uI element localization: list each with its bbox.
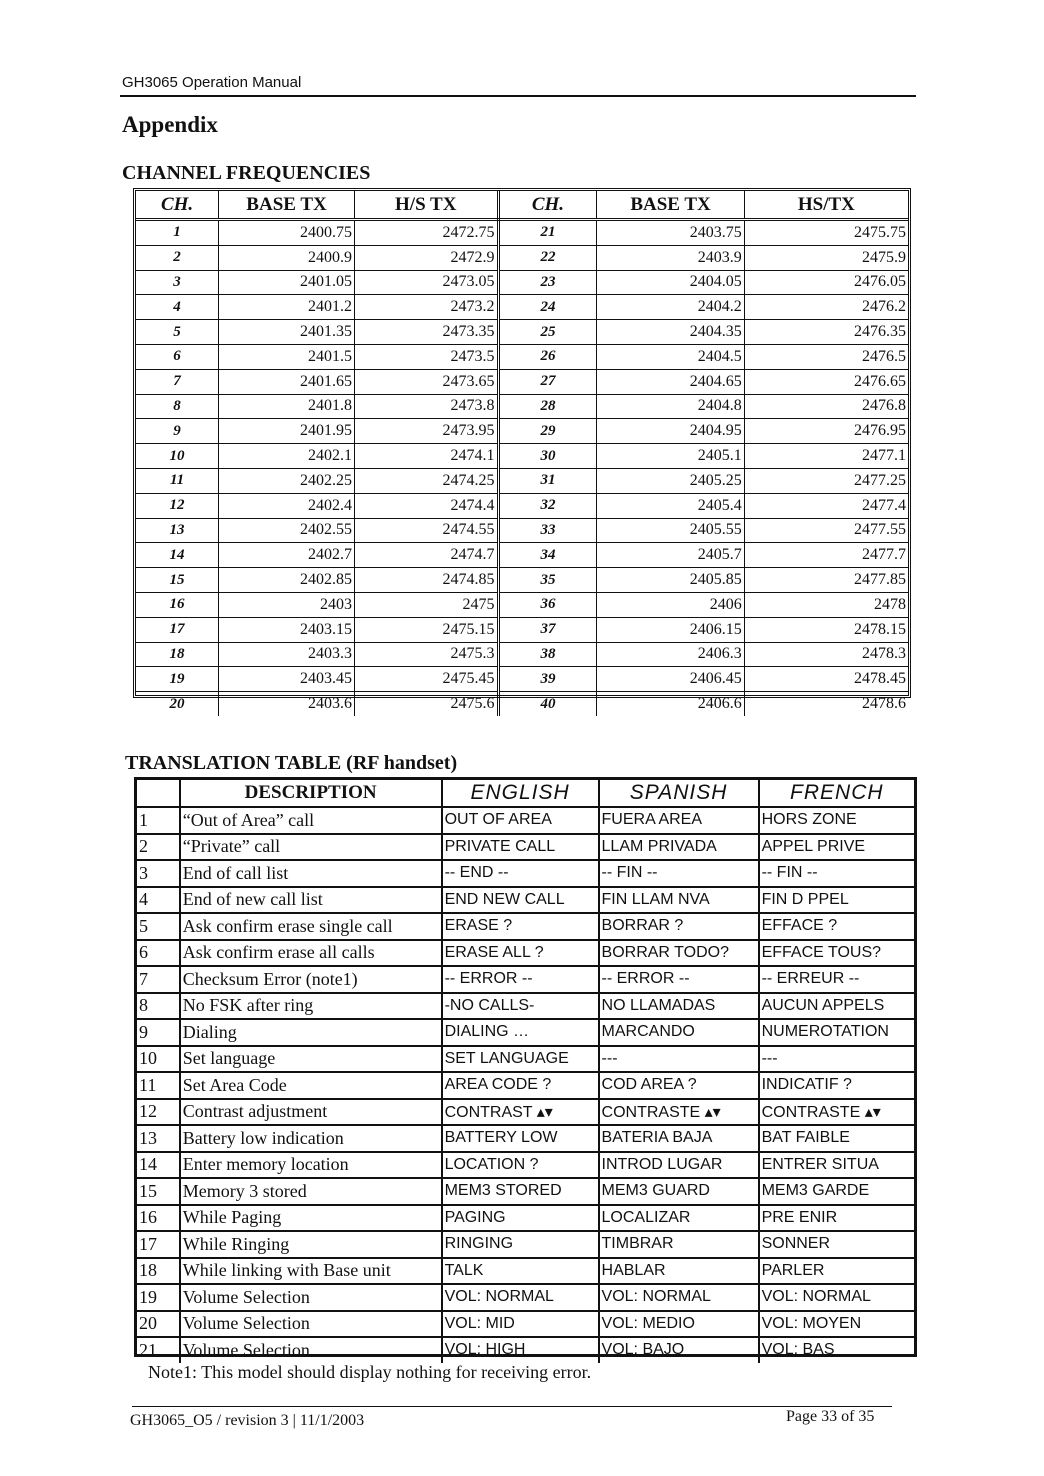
table-cell: 2404.35 <box>597 320 744 345</box>
table-cell: 2475.6 <box>354 692 498 716</box>
table-cell: ERASE ALL ? <box>442 940 599 967</box>
col-header: CH. <box>498 191 597 220</box>
table-cell: 2476.95 <box>744 419 908 444</box>
table-cell: 2404.2 <box>597 295 744 320</box>
table-cell: 17 <box>136 617 219 642</box>
table-cell: MARCANDO <box>599 1019 759 1046</box>
table-cell: 22 <box>498 245 597 270</box>
table-cell: 2477.4 <box>744 493 908 518</box>
table-cell: 2478.3 <box>744 642 908 667</box>
table-cell: FIN D PPEL <box>759 887 914 914</box>
translation-header-row <box>137 780 914 807</box>
table-cell: VOL: NORMAL <box>759 1284 914 1311</box>
table-row <box>136 394 908 419</box>
table-cell: HORS ZONE <box>759 807 914 834</box>
table-cell: 2401.95 <box>219 419 355 444</box>
table-cell: While Ringing <box>180 1231 442 1258</box>
table-cell: 2405.25 <box>597 468 744 493</box>
table-cell: BAT FAIBLE <box>759 1125 914 1152</box>
table-cell: 2 <box>137 834 180 861</box>
table-cell: 12 <box>136 493 219 518</box>
table-cell: 2404.95 <box>597 419 744 444</box>
table-cell: 20 <box>136 692 219 716</box>
table-cell: Enter memory location <box>180 1152 442 1179</box>
table-cell: 6 <box>137 940 180 967</box>
table-cell: 2402.1 <box>219 444 355 469</box>
table-cell: Contrast adjustment <box>180 1099 442 1126</box>
table-cell: 2405.85 <box>597 568 744 593</box>
table-row <box>136 270 908 295</box>
table-cell: 2400.75 <box>219 220 355 246</box>
table-row <box>136 444 908 469</box>
table-cell: 2402.85 <box>219 568 355 593</box>
table-cell: 2474.55 <box>354 518 498 543</box>
table-row <box>137 1099 914 1126</box>
table-cell: 11 <box>136 468 219 493</box>
table-cell: INTROD LUGAR <box>599 1152 759 1179</box>
table-cell: BATTERY LOW <box>442 1125 599 1152</box>
table-cell: 23 <box>498 270 597 295</box>
table-cell: 34 <box>498 543 597 568</box>
table-cell: PARLER <box>759 1258 914 1285</box>
table-cell: “Private” call <box>180 834 442 861</box>
table-cell: 19 <box>137 1284 180 1311</box>
table-cell: VOL: NORMAL <box>599 1284 759 1311</box>
footnote: Note1: This model should display nothing for receiving error. <box>148 1362 592 1382</box>
table-cell: CONTRASTE ▴▾ <box>759 1099 914 1126</box>
table-cell: 2473.35 <box>354 320 498 345</box>
table-cell: 2405.1 <box>597 444 744 469</box>
table-row <box>136 320 908 345</box>
table-cell: 2401.05 <box>219 270 355 295</box>
table-cell: 2475.75 <box>744 220 908 246</box>
table-row <box>136 667 908 692</box>
table-cell: End of call list <box>180 860 442 887</box>
table-cell: 16 <box>137 1205 180 1232</box>
table-cell: End of new call list <box>180 887 442 914</box>
table-cell: 2472.9 <box>354 245 498 270</box>
table-cell: 2406 <box>597 592 744 617</box>
table-row <box>137 1046 914 1073</box>
table-cell: VOL: MID <box>442 1311 599 1338</box>
col-header: FRENCH <box>759 780 914 807</box>
table-cell: 2401.65 <box>219 369 355 394</box>
table-cell: 20 <box>137 1311 180 1338</box>
table-row <box>136 419 908 444</box>
table-cell: ENTRER SITUA <box>759 1152 914 1179</box>
table-cell: VOL: BAS <box>761 1341 835 1359</box>
table-cell: 2476.2 <box>744 295 908 320</box>
table-cell: 2477.55 <box>744 518 908 543</box>
table-cell: 40 <box>498 692 597 716</box>
table-cell: 8 <box>136 394 219 419</box>
col-header: H/S TX <box>354 191 498 220</box>
table-cell: 2478.45 <box>744 667 908 692</box>
table-cell: 10 <box>137 1046 180 1073</box>
translation-table <box>134 777 917 1360</box>
table-row <box>136 468 908 493</box>
table-cell: 2404.8 <box>597 394 744 419</box>
table-cell: 2401.8 <box>219 394 355 419</box>
table-cell: 2474.85 <box>354 568 498 593</box>
table-cell: 2476.05 <box>744 270 908 295</box>
table-cell: 2477.1 <box>744 444 908 469</box>
table-cell: 1 <box>137 807 180 834</box>
table-cell: AUCUN APPELS <box>759 993 914 1020</box>
table-cell: DIALING … <box>442 1019 599 1046</box>
table-cell: 5 <box>136 320 219 345</box>
table-row <box>137 807 914 834</box>
channel-frequency-table <box>133 188 911 713</box>
table-cell: BATERIA BAJA <box>599 1125 759 1152</box>
table-cell: 2402.4 <box>219 493 355 518</box>
table-row <box>136 617 908 642</box>
table-cell: 2472.75 <box>354 220 498 246</box>
table-cell: -- ERREUR -- <box>759 966 914 993</box>
table-cell: END NEW CALL <box>442 887 599 914</box>
table-cell: 2401.5 <box>219 344 355 369</box>
table-row <box>136 220 908 246</box>
table-cell: TIMBRAR <box>599 1231 759 1258</box>
table-row <box>137 1178 914 1205</box>
table-cell: No FSK after ring <box>180 993 442 1020</box>
table-cell: 15 <box>137 1178 180 1205</box>
table-cell: 2405.55 <box>597 518 744 543</box>
table-row <box>137 1231 914 1258</box>
table-cell: Volume Selection <box>180 1311 442 1338</box>
table-cell: 2474.1 <box>354 444 498 469</box>
table-row <box>137 1258 914 1285</box>
table-cell: 2402.7 <box>219 543 355 568</box>
header-rule <box>120 95 916 97</box>
table-cell: 2477.25 <box>744 468 908 493</box>
table-cell: 2474.7 <box>354 543 498 568</box>
table-cell: 2475.3 <box>354 642 498 667</box>
table-cell: 33 <box>498 518 597 543</box>
table-cell: 19 <box>136 667 219 692</box>
table-cell: BORRAR TODO? <box>599 940 759 967</box>
table-cell: 10 <box>136 444 219 469</box>
table-cell: LLAM PRIVADA <box>599 834 759 861</box>
table-cell: 21 <box>137 1337 180 1363</box>
table-cell: 2404.05 <box>597 270 744 295</box>
table-cell: 9 <box>137 1019 180 1046</box>
table-cell: -- FIN -- <box>759 860 914 887</box>
table-cell: 2402.25 <box>219 468 355 493</box>
table-cell: 2478.15 <box>744 617 908 642</box>
table-cell: --- <box>759 1046 914 1073</box>
table-row <box>136 369 908 394</box>
table-cell: 2475.15 <box>354 617 498 642</box>
table-cell: 3 <box>136 270 219 295</box>
table-cell: FIN LLAM NVA <box>599 887 759 914</box>
table-cell: Volume Selection <box>180 1284 442 1311</box>
table-cell: 6 <box>136 344 219 369</box>
table-cell: 4 <box>136 295 219 320</box>
table-cell: 2475.45 <box>354 667 498 692</box>
table-cell: 2474.25 <box>354 468 498 493</box>
table-cell: 2477.7 <box>744 543 908 568</box>
table-cell: 2403.15 <box>219 617 355 642</box>
table-cell: RINGING <box>442 1231 599 1258</box>
table-cell: 18 <box>137 1258 180 1285</box>
table-cell: 13 <box>136 518 219 543</box>
col-header: HS/TX <box>744 191 908 220</box>
table-cell: OUT OF AREA <box>442 807 599 834</box>
table-row <box>137 887 914 914</box>
table-cell: LOCATION ? <box>442 1152 599 1179</box>
table-cell: 7 <box>137 966 180 993</box>
table-cell: Ask confirm erase single call <box>180 913 442 940</box>
table-cell: 12 <box>137 1099 180 1126</box>
table-cell: While Paging <box>180 1205 442 1232</box>
table-row <box>136 295 908 320</box>
table-row <box>137 860 914 887</box>
table-row <box>136 568 908 593</box>
col-header: DESCRIPTION <box>180 780 442 807</box>
table-row <box>137 940 914 967</box>
table-cell: Set language <box>180 1046 442 1073</box>
table-cell: VOL: MEDIO <box>599 1311 759 1338</box>
table-cell: 2401.35 <box>219 320 355 345</box>
table-cell: 2473.05 <box>354 270 498 295</box>
table-cell: 2404.65 <box>597 369 744 394</box>
col-header: ENGLISH <box>442 780 599 807</box>
table-cell: VOL: HIGH <box>442 1337 599 1363</box>
table-cell: 37 <box>498 617 597 642</box>
table-row <box>137 913 914 940</box>
table-cell: 2406.45 <box>597 667 744 692</box>
table-cell: 9 <box>136 419 219 444</box>
table-cell: 15 <box>136 568 219 593</box>
table-cell: -NO CALLS- <box>442 993 599 1020</box>
table-cell: INDICATIF ? <box>759 1072 914 1099</box>
table-cell: 11 <box>137 1072 180 1099</box>
table-cell: 2403.9 <box>597 245 744 270</box>
table-cell: 30 <box>498 444 597 469</box>
table-cell: Checksum Error (note1) <box>180 966 442 993</box>
table-cell: 35 <box>498 568 597 593</box>
table-row <box>137 1205 914 1232</box>
table-cell: LOCALIZAR <box>599 1205 759 1232</box>
table-cell: 2404.5 <box>597 344 744 369</box>
table-cell: HABLAR <box>599 1258 759 1285</box>
table-cell: 2473.65 <box>354 369 498 394</box>
table-cell: CONTRAST ▴▾ <box>442 1099 599 1126</box>
table-cell: 2476.8 <box>744 394 908 419</box>
table-cell: CONTRASTE ▴▾ <box>599 1099 759 1126</box>
table-cell: EFFACE ? <box>759 913 914 940</box>
footer-rule <box>132 1406 892 1407</box>
table-row <box>136 493 908 518</box>
table-cell: 2478 <box>744 592 908 617</box>
table-cell: 27 <box>498 369 597 394</box>
table-row <box>137 993 914 1020</box>
table-cell: 2406.15 <box>597 617 744 642</box>
table-cell: 2473.2 <box>354 295 498 320</box>
table-row <box>136 543 908 568</box>
table-cell: 2405.7 <box>597 543 744 568</box>
table-cell: 13 <box>137 1125 180 1152</box>
table-cell: 2403.6 <box>219 692 355 716</box>
table-cell: 21 <box>498 220 597 246</box>
col-header: SPANISH <box>599 780 759 807</box>
table-row <box>137 1125 914 1152</box>
table-cell: ERASE ? <box>442 913 599 940</box>
table-cell: 2403.75 <box>597 220 744 246</box>
translation-section-title: TRANSLATION TABLE (RF handset) <box>125 752 458 774</box>
table-cell: 18 <box>136 642 219 667</box>
table-cell: Dialing <box>180 1019 442 1046</box>
table-row <box>137 1019 914 1046</box>
table-cell: 2400.9 <box>219 245 355 270</box>
table-cell: 5 <box>137 913 180 940</box>
table-cell: COD AREA ? <box>599 1072 759 1099</box>
table-row <box>137 1152 914 1179</box>
footer-page-number: Page 33 of 35 <box>786 1408 875 1425</box>
table-row <box>136 344 908 369</box>
col-header <box>137 780 180 807</box>
table-cell: 8 <box>137 993 180 1020</box>
table-row <box>136 245 908 270</box>
table-cell: 2473.5 <box>354 344 498 369</box>
page-header: GH3065 Operation Manual <box>122 74 302 91</box>
table-cell: SONNER <box>759 1231 914 1258</box>
table-cell: Ask confirm erase all calls <box>180 940 442 967</box>
table-cell: While linking with Base unit <box>180 1258 442 1285</box>
table-row <box>137 1311 914 1338</box>
table-cell: -- END -- <box>442 860 599 887</box>
footer-revision: GH3065_O5 / revision 3 | 11/1/2003 <box>130 1412 365 1429</box>
table-row <box>136 692 908 716</box>
table-cell: FUERA AREA <box>599 807 759 834</box>
table-cell: 2475.9 <box>744 245 908 270</box>
table-cell: 14 <box>137 1152 180 1179</box>
col-header: CH. <box>136 191 219 220</box>
appendix-title: Appendix <box>122 112 218 137</box>
table-cell: BORRAR ? <box>599 913 759 940</box>
table-cell: 2478.6 <box>862 695 906 713</box>
table-cell: PAGING <box>442 1205 599 1232</box>
table-cell: 2476.35 <box>744 320 908 345</box>
col-header: BASE TX <box>219 191 355 220</box>
table-cell: 4 <box>137 887 180 914</box>
table-cell: 24 <box>498 295 597 320</box>
table-cell: 29 <box>498 419 597 444</box>
table-cell: 2405.4 <box>597 493 744 518</box>
table-cell: SET LANGUAGE <box>442 1046 599 1073</box>
table-cell: PRIVATE CALL <box>442 834 599 861</box>
table-row <box>137 1284 914 1311</box>
table-cell: 7 <box>136 369 219 394</box>
table-cell: 2406.6 <box>597 692 744 716</box>
table-cell: MEM3 GARDE <box>759 1178 914 1205</box>
col-header: BASE TX <box>597 191 744 220</box>
table-cell: VOL: NORMAL <box>442 1284 599 1311</box>
table-cell: Memory 3 stored <box>180 1178 442 1205</box>
table-row <box>137 966 914 993</box>
table-cell: -- FIN -- <box>599 860 759 887</box>
table-cell: 25 <box>498 320 597 345</box>
table-cell: 2477.85 <box>744 568 908 593</box>
table-cell: 39 <box>498 667 597 692</box>
table-cell: Battery low indication <box>180 1125 442 1152</box>
table-row <box>136 518 908 543</box>
table-cell: 28 <box>498 394 597 419</box>
table-cell: 2474.4 <box>354 493 498 518</box>
table-row <box>136 592 908 617</box>
table-cell: 1 <box>136 220 219 246</box>
table-cell: 2473.8 <box>354 394 498 419</box>
table-cell: 2476.5 <box>744 344 908 369</box>
table-cell: 36 <box>498 592 597 617</box>
table-row <box>137 1337 914 1363</box>
table-cell: TALK <box>442 1258 599 1285</box>
table-cell: 2473.95 <box>354 419 498 444</box>
table-cell: 2475 <box>354 592 498 617</box>
table-cell: VOL: BAJO <box>599 1337 759 1363</box>
table-cell: 3 <box>137 860 180 887</box>
table-cell: 14 <box>136 543 219 568</box>
table-cell: 2403 <box>219 592 355 617</box>
table-cell: AREA CODE ? <box>442 1072 599 1099</box>
table-cell: 32 <box>498 493 597 518</box>
table-cell: MEM3 STORED <box>442 1178 599 1205</box>
table-cell: Volume Selection <box>180 1337 442 1363</box>
table-cell: 16 <box>136 592 219 617</box>
table-cell: 26 <box>498 344 597 369</box>
table-cell: NUMEROTATION <box>759 1019 914 1046</box>
table-cell: 2 <box>136 245 219 270</box>
table-cell: PRE ENIR <box>759 1205 914 1232</box>
channel-section-title: CHANNEL FREQUENCIES <box>122 162 371 184</box>
table-cell: EFFACE TOUS? <box>759 940 914 967</box>
table-cell: 2401.2 <box>219 295 355 320</box>
table-cell: APPEL PRIVE <box>759 834 914 861</box>
table-cell: Set Area Code <box>180 1072 442 1099</box>
table-cell: 2476.65 <box>744 369 908 394</box>
table-cell: 2403.3 <box>219 642 355 667</box>
table-row <box>137 1072 914 1099</box>
table-cell: 2403.45 <box>219 667 355 692</box>
table-cell: MEM3 GUARD <box>599 1178 759 1205</box>
table-row <box>136 642 908 667</box>
table-cell: 31 <box>498 468 597 493</box>
table-cell: -- ERROR -- <box>442 966 599 993</box>
table-cell: “Out of Area” call <box>180 807 442 834</box>
table-row <box>137 834 914 861</box>
table-cell: -- ERROR -- <box>599 966 759 993</box>
table-cell: 38 <box>498 642 597 667</box>
table-cell: VOL: MOYEN <box>759 1311 914 1338</box>
channel-header-row <box>136 191 908 220</box>
table-cell: 17 <box>137 1231 180 1258</box>
table-cell: 2402.55 <box>219 518 355 543</box>
table-cell: NO LLAMADAS <box>599 993 759 1020</box>
table-cell: 2406.3 <box>597 642 744 667</box>
table-cell: --- <box>599 1046 759 1073</box>
